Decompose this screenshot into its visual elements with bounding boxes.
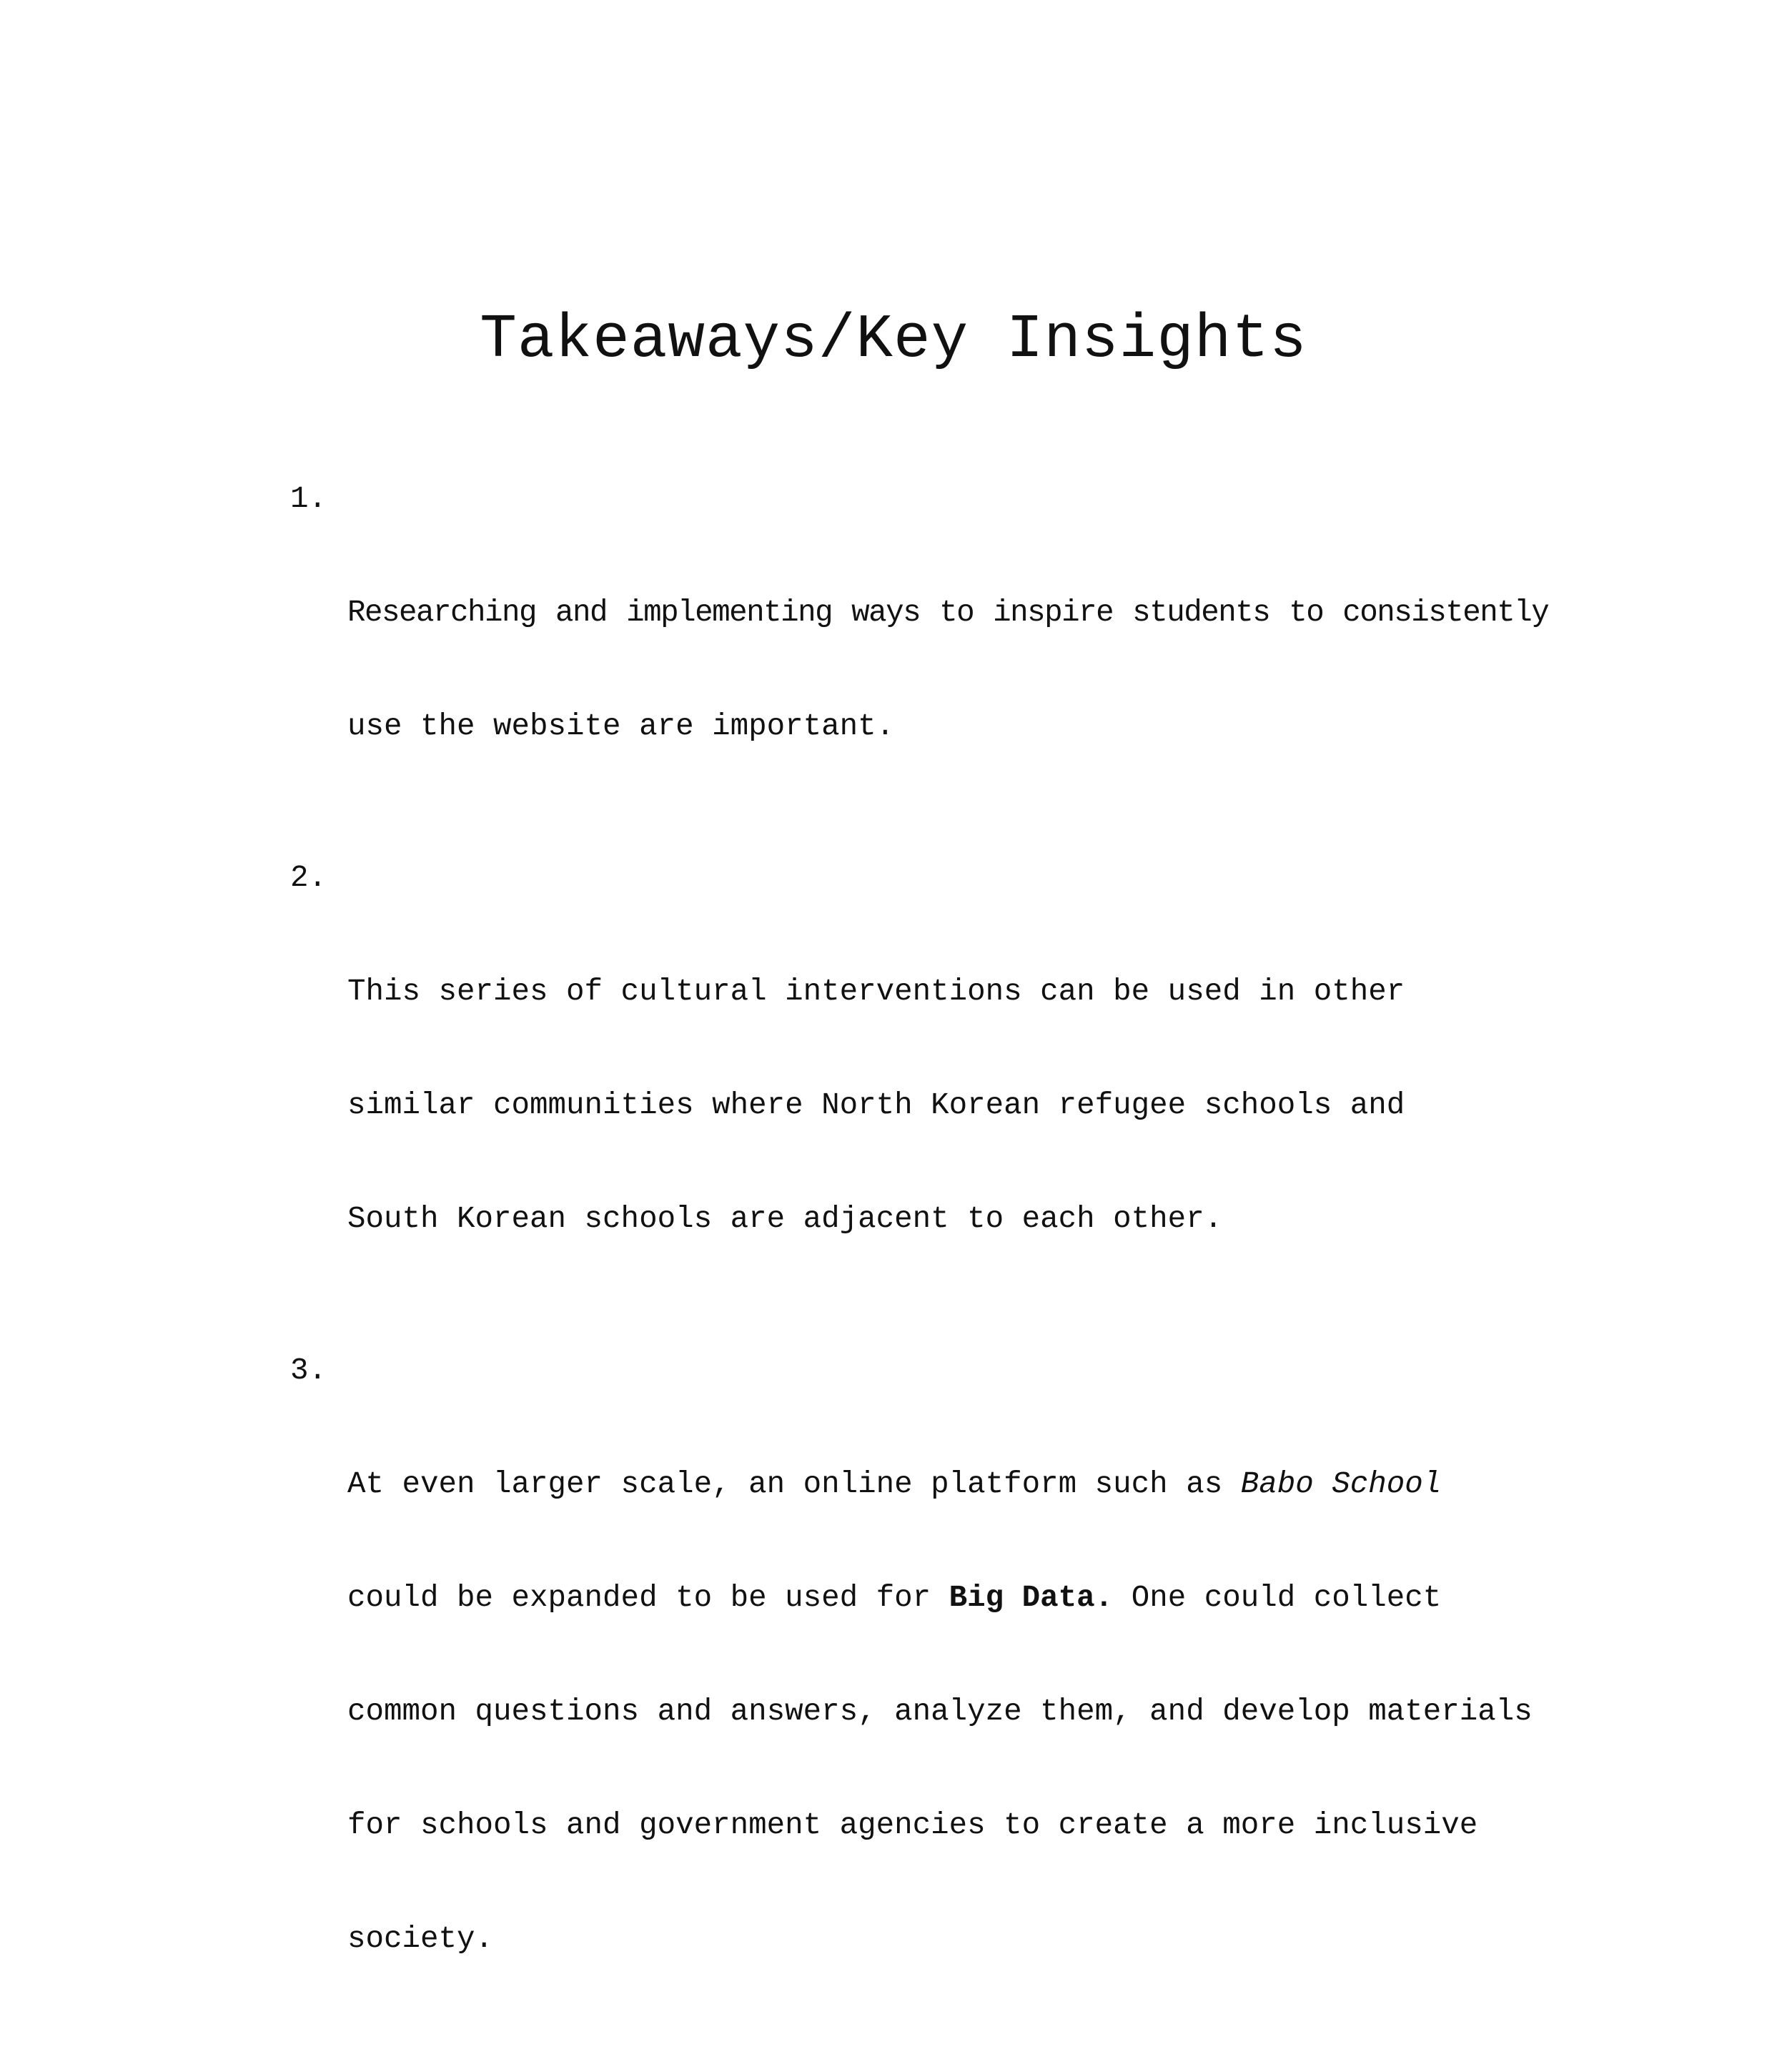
list-item [290, 1352, 1548, 2034]
list-item-line: South Korean schools are adjacent to each other. [347, 1202, 1223, 1236]
list-item-line: This series of cultural interventions can be used in other [347, 975, 1405, 1009]
page-title: Takeaways/Key Insights [480, 305, 1307, 375]
italic-term-babo-school: Babo School [1240, 1467, 1442, 1501]
list-item-line: common questions and answers, analyze them, and develop materials [347, 1694, 1533, 1729]
list-item-line [347, 1579, 1548, 1617]
list-item-line [347, 1466, 1548, 1504]
list-item-line: society. [347, 1922, 494, 1956]
list-item-number: 2. [290, 861, 327, 895]
list-item-line: Researching and implementing ways to inspire students to consistently [347, 596, 1549, 630]
list-item [290, 480, 1548, 822]
text-segment: could be expanded to be used for [347, 1581, 949, 1615]
text-segment: One could collect [1113, 1581, 1442, 1615]
list-item [290, 859, 1548, 1314]
list-item-number: 3. [290, 1353, 327, 1388]
bold-term-big-data: Big Data. [949, 1581, 1114, 1615]
list-item-line: use the website are important. [347, 709, 895, 744]
text-segment: At even larger scale, an online platform such as [347, 1467, 1241, 1501]
list-item-line: for schools and government agencies to create a more inclusive [347, 1808, 1478, 1842]
insights-list [290, 480, 1548, 2072]
list-item-line: similar communities where North Korean refugee schools and [347, 1088, 1405, 1123]
list-item-number: 1. [290, 482, 327, 516]
